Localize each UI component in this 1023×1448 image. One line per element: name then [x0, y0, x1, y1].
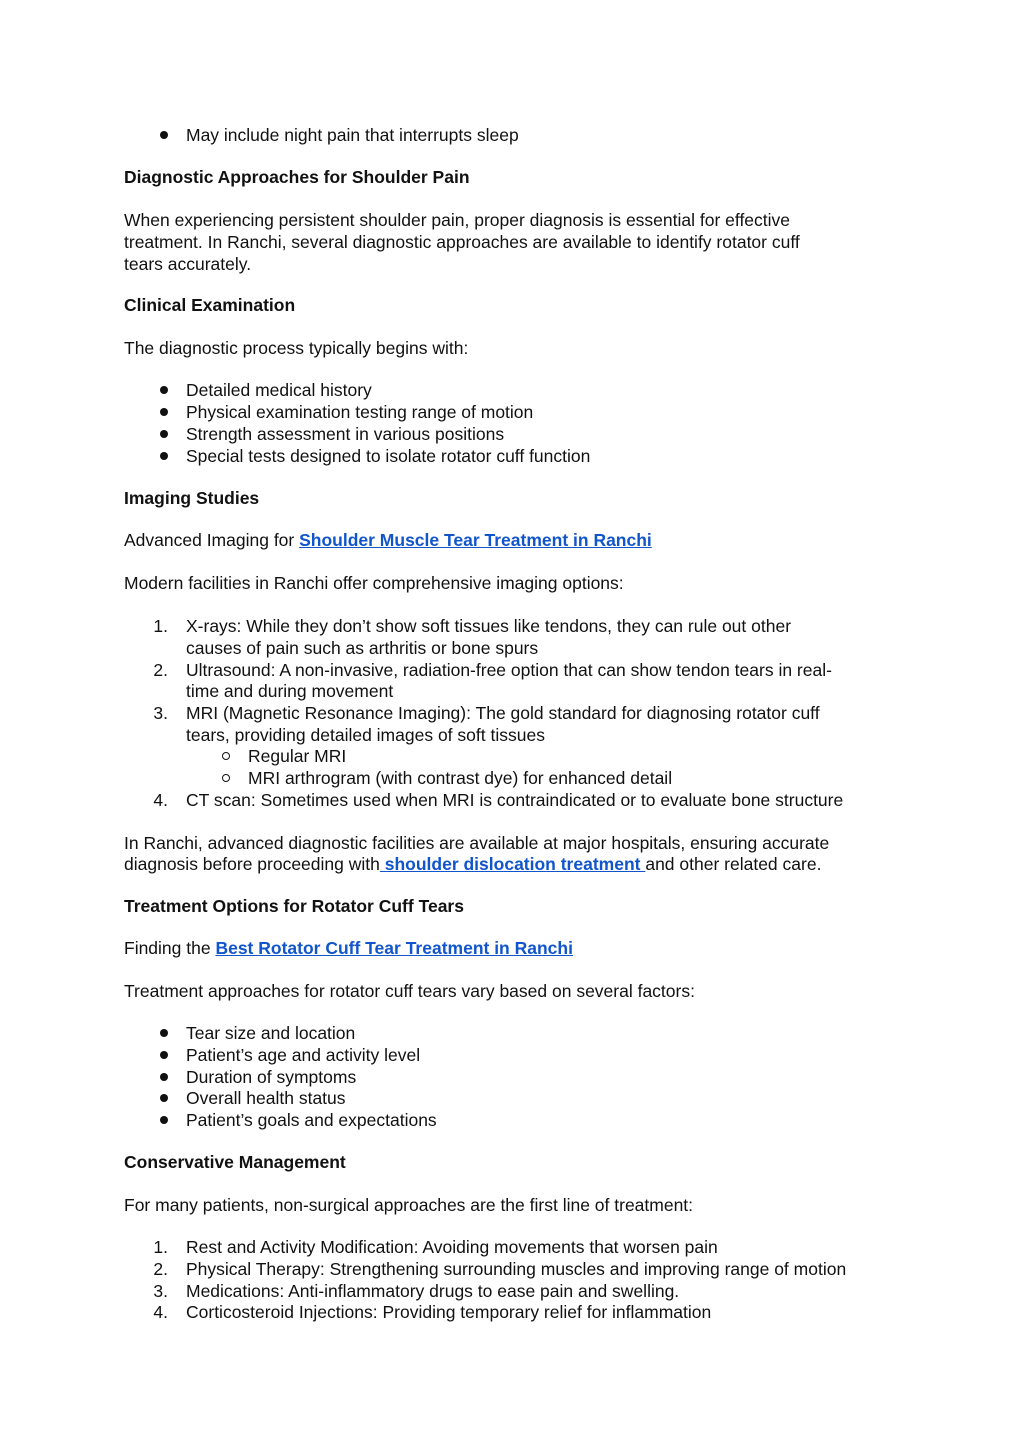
- list-number: 1.: [153, 616, 168, 636]
- list-item-continuation: causes of pain such as arthritis or bone spurs: [186, 638, 539, 658]
- list-number: 3.: [153, 703, 168, 723]
- list-item: Physical examination testing range of motion: [186, 402, 534, 422]
- bullet-dot: [160, 408, 168, 416]
- section-heading-clinical: Clinical Examination: [124, 295, 296, 315]
- list-item: X-rays: While they don’t show soft tissues like tendons, they can rule out other: [186, 616, 792, 636]
- list-item: Corticosteroid Injections: Providing temporary relief for inflammation: [186, 1302, 712, 1322]
- list-item: May include night pain that interrupts sleep: [186, 125, 519, 145]
- paragraph-line: When experiencing persistent shoulder pain, proper diagnosis is essential for effective: [124, 210, 791, 230]
- paragraph-line: In Ranchi, advanced diagnostic facilities are available at major hospitals, ensuring accurate: [124, 833, 830, 853]
- bullet-dot: [160, 386, 168, 394]
- list-number: 1.: [153, 1237, 168, 1257]
- finding-prefix: Finding the: [124, 938, 216, 958]
- best-rotator-cuff-link[interactable]: Best Rotator Cuff Tear Treatment in Ranchi: [215, 938, 573, 958]
- list-item: Strength assessment in various positions: [186, 424, 505, 444]
- sub-list-item: MRI arthrogram (with contrast dye) for enhanced detail: [248, 768, 673, 788]
- list-item-continuation: tears, providing detailed images of soft tissues: [186, 725, 545, 745]
- paragraph-line: For many patients, non-surgical approaches are the first line of treatment:: [124, 1195, 694, 1215]
- list-item-continuation: time and during movement: [186, 681, 394, 701]
- list-number: 2.: [153, 1259, 168, 1279]
- list-item: Duration of symptoms: [186, 1067, 357, 1087]
- finding-line: [124, 937, 573, 959]
- ranchi-suffix: and other related care.: [645, 854, 822, 874]
- list-item: Rest and Activity Modification: Avoiding movements that worsen pain: [186, 1237, 718, 1257]
- list-number: 3.: [153, 1281, 168, 1301]
- section-heading-treatment: Treatment Options for Rotator Cuff Tears: [124, 896, 464, 916]
- section-heading-diagnostic: Diagnostic Approaches for Shoulder Pain: [124, 167, 470, 187]
- section-heading-conservative: Conservative Management: [124, 1152, 346, 1172]
- list-item: Physical Therapy: Strengthening surrounding muscles and improving range of motion: [186, 1259, 847, 1279]
- list-item: Tear size and location: [186, 1023, 356, 1043]
- bullet-dot: [160, 1116, 168, 1124]
- paragraph-line: The diagnostic process typically begins with:: [124, 338, 469, 358]
- sub-bullet-circle: [222, 752, 230, 760]
- list-item: Patient’s goals and expectations: [186, 1110, 437, 1130]
- bullet-dot: [160, 1029, 168, 1037]
- bullet-dot: [160, 1051, 168, 1059]
- paragraph-line: Modern facilities in Ranchi offer comprehensive imaging options:: [124, 573, 624, 593]
- shoulder-muscle-tear-link[interactable]: Shoulder Muscle Tear Treatment in Ranchi: [299, 530, 652, 550]
- advanced-imaging-line: [124, 529, 652, 551]
- list-number: 4.: [153, 790, 168, 810]
- list-item: Detailed medical history: [186, 380, 372, 400]
- paragraph-line: Treatment approaches for rotator cuff tears vary based on several factors:: [124, 981, 695, 1001]
- bullet-dot: [160, 1094, 168, 1102]
- ranchi-prefix: diagnosis before proceeding with: [124, 854, 380, 874]
- list-item: Overall health status: [186, 1088, 346, 1108]
- list-item: Special tests designed to isolate rotator cuff function: [186, 446, 591, 466]
- list-item: Patient’s age and activity level: [186, 1045, 421, 1065]
- advanced-imaging-prefix: Advanced Imaging for: [124, 530, 300, 550]
- list-item: Ultrasound: A non-invasive, radiation-free option that can show tendon tears in real-: [186, 660, 832, 680]
- sub-bullet-circle: [222, 774, 230, 782]
- bullet-dot: [160, 452, 168, 460]
- bullet-dot: [160, 131, 168, 139]
- section-heading-imaging: Imaging Studies: [124, 488, 260, 508]
- list-item: CT scan: Sometimes used when MRI is contraindicated or to evaluate bone structure: [186, 790, 844, 810]
- paragraph-line: treatment. In Ranchi, several diagnostic approaches are available to identify rotator cuff: [124, 232, 800, 252]
- sub-list-item: Regular MRI: [248, 746, 347, 766]
- paragraph-line: tears accurately.: [124, 254, 252, 274]
- bullet-dot: [160, 430, 168, 438]
- bullet-dot: [160, 1073, 168, 1081]
- shoulder-dislocation-link[interactable]: shoulder dislocation treatment: [379, 854, 646, 874]
- list-number: 2.: [153, 660, 168, 680]
- list-item: MRI (Magnetic Resonance Imaging): The gold standard for diagnosing rotator cuff: [186, 703, 820, 723]
- list-number: 4.: [153, 1302, 168, 1322]
- list-item: Medications: Anti-inflammatory drugs to ease pain and swelling.: [186, 1281, 680, 1301]
- paragraph-line-with-link: [124, 853, 821, 875]
